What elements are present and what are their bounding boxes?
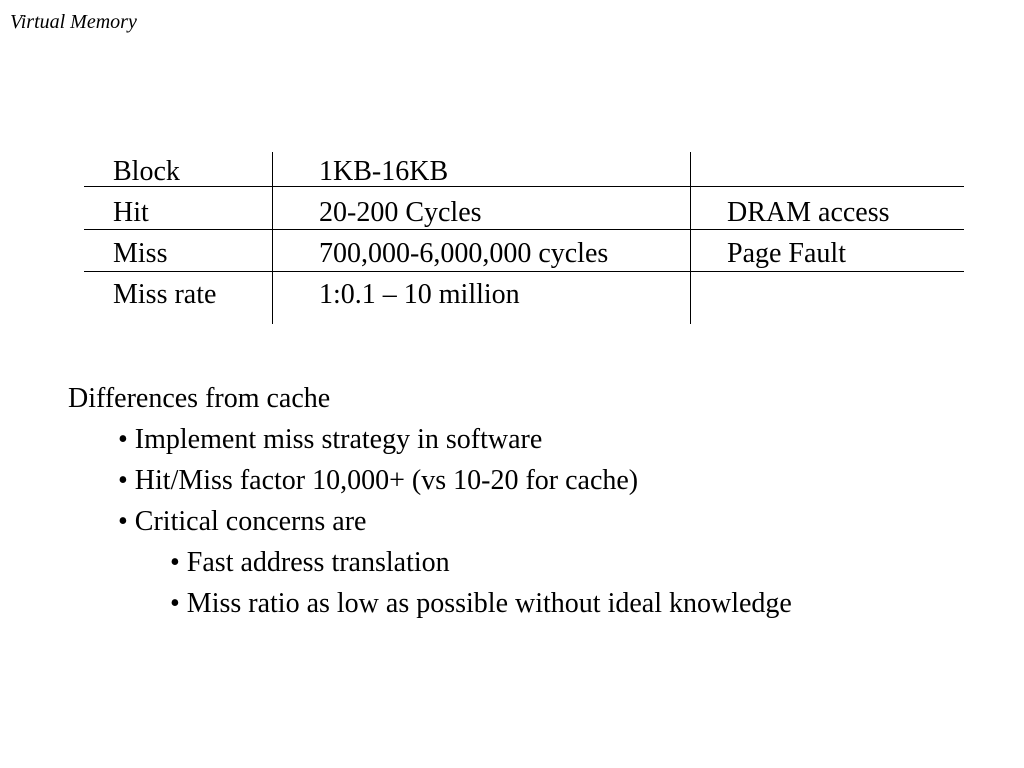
table-row-divider-1	[84, 186, 964, 187]
section-heading: Differences from cache	[68, 383, 331, 414]
row-note-miss: Page Fault	[727, 238, 846, 269]
table-row-divider-3	[84, 271, 964, 272]
table-divider-1	[272, 152, 273, 324]
table-row-divider-2	[84, 229, 964, 230]
row-label-miss: Miss	[113, 238, 168, 269]
row-label-hit: Hit	[113, 197, 149, 228]
bullet-item: • Hit/Miss factor 10,000+ (vs 10-20 for cache)	[118, 465, 639, 496]
slide-header-title: Virtual Memory	[10, 11, 137, 33]
sub-bullet-item: • Miss ratio as low as possible without ideal knowledge	[170, 588, 792, 619]
sub-bullet-item: • Fast address translation	[170, 547, 450, 578]
row-value-miss: 700,000-6,000,000 cycles	[319, 238, 609, 269]
row-note-hit: DRAM access	[727, 197, 890, 228]
table-divider-2	[690, 152, 691, 324]
bullet-item: • Implement miss strategy in software	[118, 424, 543, 455]
row-value-miss-rate: 1:0.1 – 10 million	[319, 279, 520, 310]
row-label-block: Block	[113, 156, 180, 187]
row-value-block: 1KB-16KB	[319, 156, 449, 187]
memory-spec-table	[84, 152, 964, 324]
row-value-hit: 20-200 Cycles	[319, 197, 482, 228]
bullet-item: • Critical concerns are	[118, 506, 367, 537]
row-label-miss-rate: Miss rate	[113, 279, 217, 310]
